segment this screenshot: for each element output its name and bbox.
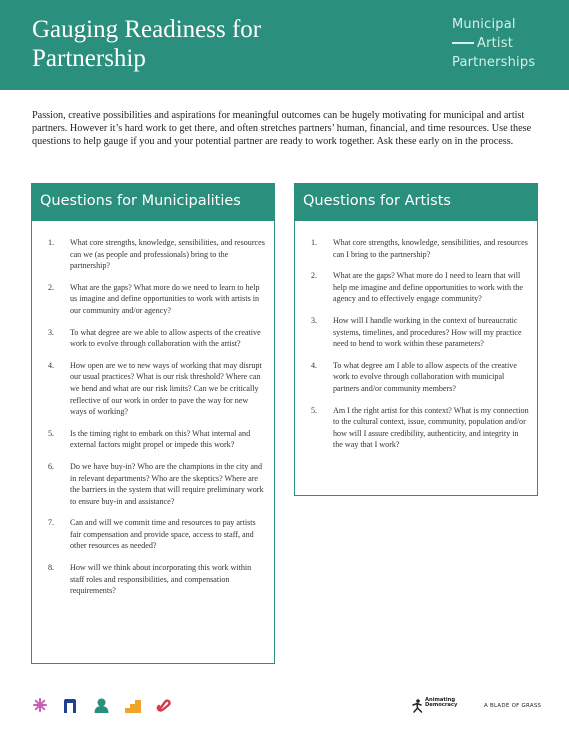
municipalities-question-item <box>48 360 266 418</box>
brand-logo <box>452 15 535 72</box>
question-number: 1. <box>48 238 55 247</box>
animating-democracy-logo <box>412 697 478 715</box>
question-number: 5. <box>311 405 318 415</box>
municipalities-question-item <box>48 237 266 272</box>
question-text: How will I handle working in the context of bureaucratic systems, timelines, and procedures? How will my practice need to bend to work within these parameters? <box>333 315 522 349</box>
question-text: Am I the right artist for this context? What is my connection to the cultural context, issue, community, population and/or how will I assure credibility, authenticity, and integrity in the way that I work? <box>333 405 529 450</box>
loop-icon <box>156 698 171 713</box>
brand-line-2-wrap <box>452 34 535 53</box>
municipalities-question-item <box>48 327 266 350</box>
question-number: 6. <box>48 461 55 471</box>
artists-question-list <box>295 221 537 451</box>
artists-question-item <box>311 237 529 260</box>
question-number: 4. <box>48 360 55 370</box>
artists-heading: Questions for Artists <box>295 184 537 221</box>
question-number: 8. <box>48 563 55 573</box>
question-text: What core strengths, knowledge, sensibilities, and resources can I bring to the partnership? <box>333 238 528 259</box>
a-blade-of-grass-logo: A BLADE OF GRASS <box>484 703 542 709</box>
municipalities-question-item <box>48 461 266 507</box>
question-number: 4. <box>311 360 318 370</box>
artists-question-item <box>311 270 529 305</box>
partner1-line1: Animating <box>425 697 456 703</box>
question-text: How will we think about incorporating this work within staff roles and responsibilities, and compensation requirements? <box>70 563 252 596</box>
page-title <box>32 15 332 73</box>
page-header <box>0 0 569 90</box>
artists-question-item <box>311 315 529 350</box>
question-text: What core strengths, knowledge, sensibilities, and resources can we (as people and professionals) bring to the partnership? <box>70 238 265 271</box>
arch-icon <box>63 698 77 713</box>
dash-icon <box>452 42 474 44</box>
municipalities-question-list <box>32 221 274 597</box>
brand-line-2: Artist <box>477 36 514 51</box>
question-number: 3. <box>48 327 55 337</box>
question-text: Do we have buy-in? Who are the champions in the city and in relevant departments? Who are the skeptics? Where are the barriers in the system that will require preliminary work to ensure buy-in and assistance? <box>70 461 264 506</box>
brand-line-3: Partnerships <box>452 55 536 70</box>
steps-icon <box>125 698 141 713</box>
question-text: Can and will we commit time and resources to pay artists fair compensation and provide space, access to staff, and other resources as needed? <box>70 518 256 551</box>
municipalities-question-item <box>48 428 266 451</box>
municipalities-heading: Questions for Municipalities <box>32 184 274 221</box>
animating-democracy-text <box>425 698 457 709</box>
question-number: 5. <box>48 428 55 438</box>
artists-question-item <box>311 360 529 395</box>
question-text: Is the timing right to embark on this? What internal and external factors might propel or impede this work? <box>70 428 251 450</box>
question-text: To what degree are we able to allow aspects of the creative work to evolve through collaboration with the artist? <box>70 327 261 349</box>
dome-icon <box>94 698 109 713</box>
asterisk-icon <box>33 698 47 712</box>
title-line-1: Gauging Readiness for <box>32 16 262 43</box>
figure-icon <box>412 699 423 713</box>
artists-panel <box>294 183 538 496</box>
question-number: 1. <box>311 238 318 247</box>
brand-line-1: Municipal <box>452 17 516 32</box>
artists-question-item <box>311 405 529 451</box>
question-text: To what degree am I able to allow aspects of the creative work to evolve through collaboration with municipal partners and/or community members? <box>333 360 517 393</box>
question-number: 7. <box>48 518 55 528</box>
question-number: 2. <box>48 282 55 292</box>
question-number: 3. <box>311 315 318 325</box>
question-text: What are the gaps? What more do we need to learn to help us imagine and define opportunities to work with artists in our community and/or agency? <box>70 282 260 315</box>
question-number: 2. <box>311 271 318 281</box>
municipalities-panel <box>31 183 275 664</box>
intro-paragraph: Passion, creative possibilities and aspirations for meaningful outcomes can be hugely motivating for municipal and artist partners. However it’s hard work to get there, and often stretches partners’ human, financial, and time resources. Use these questions to help gauge if you and your potential partner are ready to work together. Ask these early on in the process. <box>32 110 532 148</box>
municipalities-question-item <box>48 282 266 317</box>
municipalities-question-item <box>48 562 266 597</box>
municipalities-question-item <box>48 517 266 552</box>
question-text: What are the gaps? What more do I need to learn that will help me imagine and define opportunities to work with the agency and to effectively engage community? <box>333 271 523 304</box>
title-line-2: Partnership <box>32 45 146 72</box>
question-text: How open are we to new ways of working that may disrupt our usual practices? What is our risk threshold? Where can we bend and what are our risk limits? Can we be critically reflective of our work in order to pave the way for new ways of working? <box>70 360 262 417</box>
partner1-line2: Democracy <box>425 702 458 709</box>
